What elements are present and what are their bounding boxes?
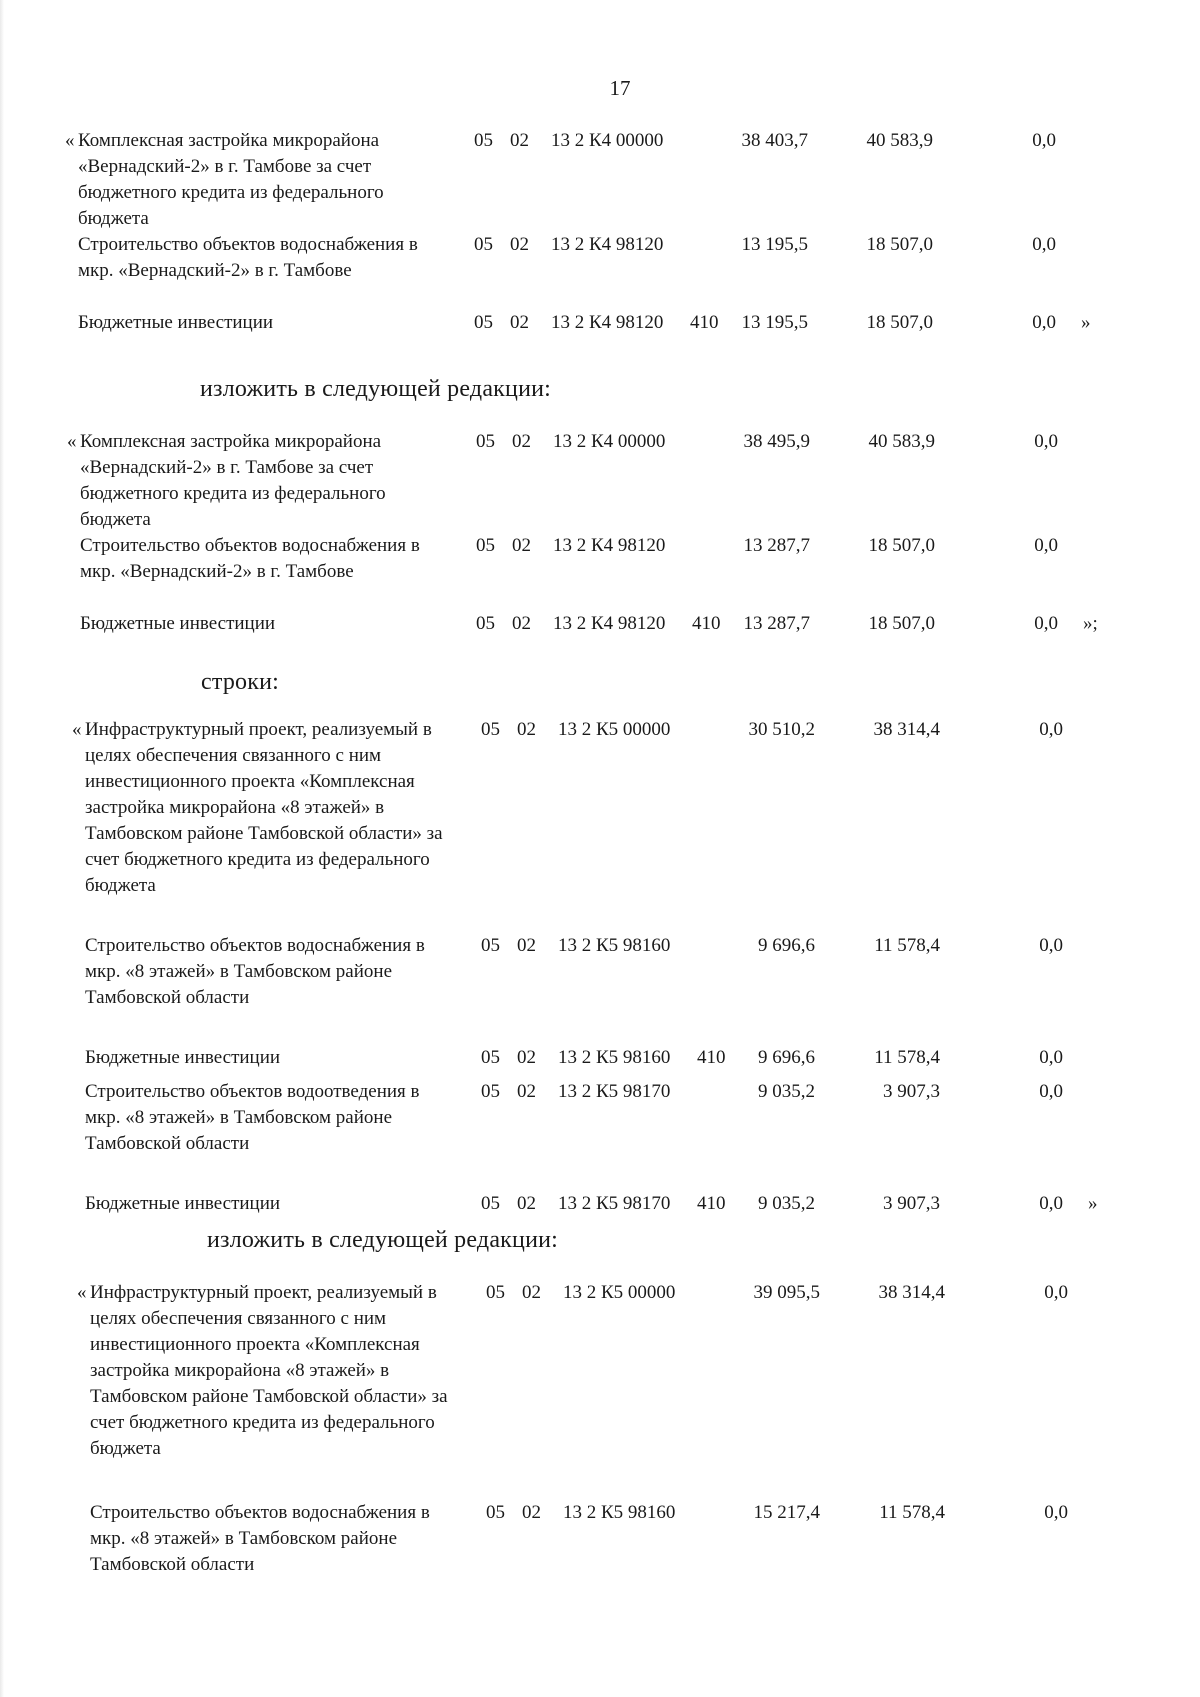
target-article-code: 13 2 К5 98170 xyxy=(558,1081,671,1102)
section-code: 05 xyxy=(474,234,493,255)
amount-year-3: 0,0 xyxy=(1039,1193,1063,1214)
close-quote: »; xyxy=(1083,613,1098,634)
subsection-code: 02 xyxy=(510,234,529,255)
amount-year-1: 38 403,7 xyxy=(741,130,808,151)
table-row xyxy=(80,533,1200,611)
row-name: Бюджетные инвестиции xyxy=(85,1047,281,1068)
heading-new-edition-1: изложить в следующей редакции: xyxy=(200,376,552,402)
amount-year-1: 9 696,6 xyxy=(758,935,815,956)
amount-year-3: 0,0 xyxy=(1032,312,1056,333)
subsection-code: 02 xyxy=(512,431,531,452)
amount-year-2: 38 314,4 xyxy=(873,719,940,740)
amount-year-3: 0,0 xyxy=(1032,130,1056,151)
amount-year-1: 39 095,5 xyxy=(753,1282,820,1303)
amount-year-1: 38 495,9 xyxy=(743,431,810,452)
page-number: 17 xyxy=(609,76,631,100)
open-quote: « xyxy=(67,431,77,452)
table2-new xyxy=(0,1280,1200,1612)
amount-year-3: 0,0 xyxy=(1044,1282,1068,1303)
amount-year-3: 0,0 xyxy=(1039,719,1063,740)
table1-new xyxy=(0,429,1200,651)
amount-year-2: 3 907,3 xyxy=(883,1081,940,1102)
amount-year-1: 13 195,5 xyxy=(741,312,808,333)
amount-year-2: 18 507,0 xyxy=(866,312,933,333)
heading-new-edition-2: изложить в следующей редакции: xyxy=(207,1227,559,1253)
open-quote: « xyxy=(65,130,75,151)
expense-type-code: 410 xyxy=(692,613,721,634)
amount-year-1: 30 510,2 xyxy=(748,719,815,740)
amount-year-2: 18 507,0 xyxy=(866,234,933,255)
section-code: 05 xyxy=(481,1047,500,1068)
expense-type-code: 410 xyxy=(697,1047,726,1068)
target-article-code: 13 2 К5 98160 xyxy=(558,935,671,956)
open-quote: « xyxy=(72,719,82,740)
heading-lines: строки: xyxy=(201,669,280,695)
table-row xyxy=(85,933,1200,1045)
section-code: 05 xyxy=(481,935,500,956)
subsection-code: 02 xyxy=(510,130,529,151)
target-article-code: 13 2 К4 00000 xyxy=(551,130,664,151)
row-name: Строительство объектов водоснабжения в мкр. «Вернадский-2» в г. Тамбове xyxy=(78,234,418,281)
row-name: Строительство объектов водоснабжения в мкр. «8 этажей» в Тамбовском районе Тамбовской области xyxy=(90,1502,430,1575)
table-row xyxy=(78,310,1200,350)
subsection-code: 02 xyxy=(512,613,531,634)
amount-year-1: 13 195,5 xyxy=(741,234,808,255)
section-code: 05 xyxy=(476,535,495,556)
amount-year-2: 3 907,3 xyxy=(883,1193,940,1214)
table-row xyxy=(78,232,1200,310)
subsection-code: 02 xyxy=(512,535,531,556)
row-name: Инфраструктурный проект, реализуемый в целях обеспечения связанного с ним инвестиционного проекта «Комплексная застройка микрорайона «8 этажей» в Тамбовском районе Тамбовской области» за счет бюджетного кредита из федерального бюджета xyxy=(90,1282,448,1459)
section-code: 05 xyxy=(476,431,495,452)
open-quote: « xyxy=(77,1282,87,1303)
amount-year-3: 0,0 xyxy=(1034,613,1058,634)
table1-old xyxy=(0,128,1200,350)
subsection-code: 02 xyxy=(517,1047,536,1068)
section-code: 05 xyxy=(481,719,500,740)
table-row xyxy=(90,1500,1200,1612)
target-article-code: 13 2 К4 98120 xyxy=(551,312,664,333)
target-article-code: 13 2 К5 00000 xyxy=(563,1282,676,1303)
amount-year-3: 0,0 xyxy=(1034,431,1058,452)
amount-year-3: 0,0 xyxy=(1032,234,1056,255)
amount-year-3: 0,0 xyxy=(1039,1047,1063,1068)
row-name: Строительство объектов водоснабжения в мкр. «8 этажей» в Тамбовском районе Тамбовской области xyxy=(85,935,425,1008)
amount-year-2: 11 578,4 xyxy=(874,1047,940,1068)
row-name: Бюджетные инвестиции xyxy=(78,312,274,333)
section-code: 05 xyxy=(481,1081,500,1102)
row-name: Строительство объектов водоотведения в мкр. «8 этажей» в Тамбовском районе Тамбовской области xyxy=(85,1081,420,1154)
amount-year-1: 9 035,2 xyxy=(758,1193,815,1214)
row-name: Строительство объектов водоснабжения в мкр. «Вернадский-2» в г. Тамбове xyxy=(80,535,420,582)
target-article-code: 13 2 К4 98120 xyxy=(553,613,666,634)
section-code: 05 xyxy=(481,1193,500,1214)
table-row xyxy=(65,128,1200,232)
amount-year-2: 11 578,4 xyxy=(874,935,940,956)
target-article-code: 13 2 К5 98160 xyxy=(563,1502,676,1523)
amount-year-2: 18 507,0 xyxy=(868,613,935,634)
amount-year-1: 13 287,7 xyxy=(743,535,810,556)
row-name: Бюджетные инвестиции xyxy=(85,1193,281,1214)
subsection-code: 02 xyxy=(522,1282,541,1303)
table2-old xyxy=(0,717,1200,1231)
row-name: Комплексная застройка микрорайона «Вернадский-2» в г. Тамбове за счет бюджетного кредита из федерального бюджета xyxy=(80,431,386,530)
section-code: 05 xyxy=(474,130,493,151)
close-quote: » xyxy=(1081,312,1091,333)
amount-year-1: 15 217,4 xyxy=(753,1502,820,1523)
amount-year-1: 9 035,2 xyxy=(758,1081,815,1102)
amount-year-2: 40 583,9 xyxy=(868,431,935,452)
table-row xyxy=(72,717,1200,933)
table-row xyxy=(85,1079,1200,1191)
target-article-code: 13 2 К5 98170 xyxy=(558,1193,671,1214)
section-code: 05 xyxy=(476,613,495,634)
subsection-code: 02 xyxy=(517,1081,536,1102)
subsection-code: 02 xyxy=(510,312,529,333)
subsection-code: 02 xyxy=(517,1193,536,1214)
amount-year-3: 0,0 xyxy=(1034,535,1058,556)
table-row xyxy=(85,1191,1200,1231)
table-row xyxy=(67,429,1200,533)
table-row xyxy=(85,1045,1200,1079)
target-article-code: 13 2 К5 00000 xyxy=(558,719,671,740)
table-row xyxy=(80,611,1200,651)
row-name: Комплексная застройка микрорайона «Вернадский-2» в г. Тамбове за счет бюджетного кредита из федерального бюджета xyxy=(78,130,384,229)
subsection-code: 02 xyxy=(522,1502,541,1523)
section-code: 05 xyxy=(474,312,493,333)
amount-year-2: 40 583,9 xyxy=(866,130,933,151)
amount-year-2: 18 507,0 xyxy=(868,535,935,556)
close-quote: » xyxy=(1088,1193,1098,1214)
subsection-code: 02 xyxy=(517,935,536,956)
expense-type-code: 410 xyxy=(697,1193,726,1214)
target-article-code: 13 2 К4 98120 xyxy=(551,234,664,255)
target-article-code: 13 2 К4 98120 xyxy=(553,535,666,556)
target-article-code: 13 2 К5 98160 xyxy=(558,1047,671,1068)
row-name: Инфраструктурный проект, реализуемый в целях обеспечения связанного с ним инвестиционного проекта «Комплексная застройка микрорайона «8 этажей» в Тамбовском районе Тамбовской области» за счет бюджетного кредита из федерального бюджета xyxy=(85,719,443,896)
amount-year-2: 11 578,4 xyxy=(879,1502,945,1523)
amount-year-3: 0,0 xyxy=(1044,1502,1068,1523)
amount-year-3: 0,0 xyxy=(1039,1081,1063,1102)
target-article-code: 13 2 К4 00000 xyxy=(553,431,666,452)
row-name: Бюджетные инвестиции xyxy=(80,613,276,634)
expense-type-code: 410 xyxy=(690,312,719,333)
table-row xyxy=(77,1280,1200,1500)
amount-year-1: 13 287,7 xyxy=(743,613,810,634)
amount-year-3: 0,0 xyxy=(1039,935,1063,956)
section-code: 05 xyxy=(486,1282,505,1303)
amount-year-2: 38 314,4 xyxy=(878,1282,945,1303)
subsection-code: 02 xyxy=(517,719,536,740)
section-code: 05 xyxy=(486,1502,505,1523)
amount-year-1: 9 696,6 xyxy=(758,1047,815,1068)
